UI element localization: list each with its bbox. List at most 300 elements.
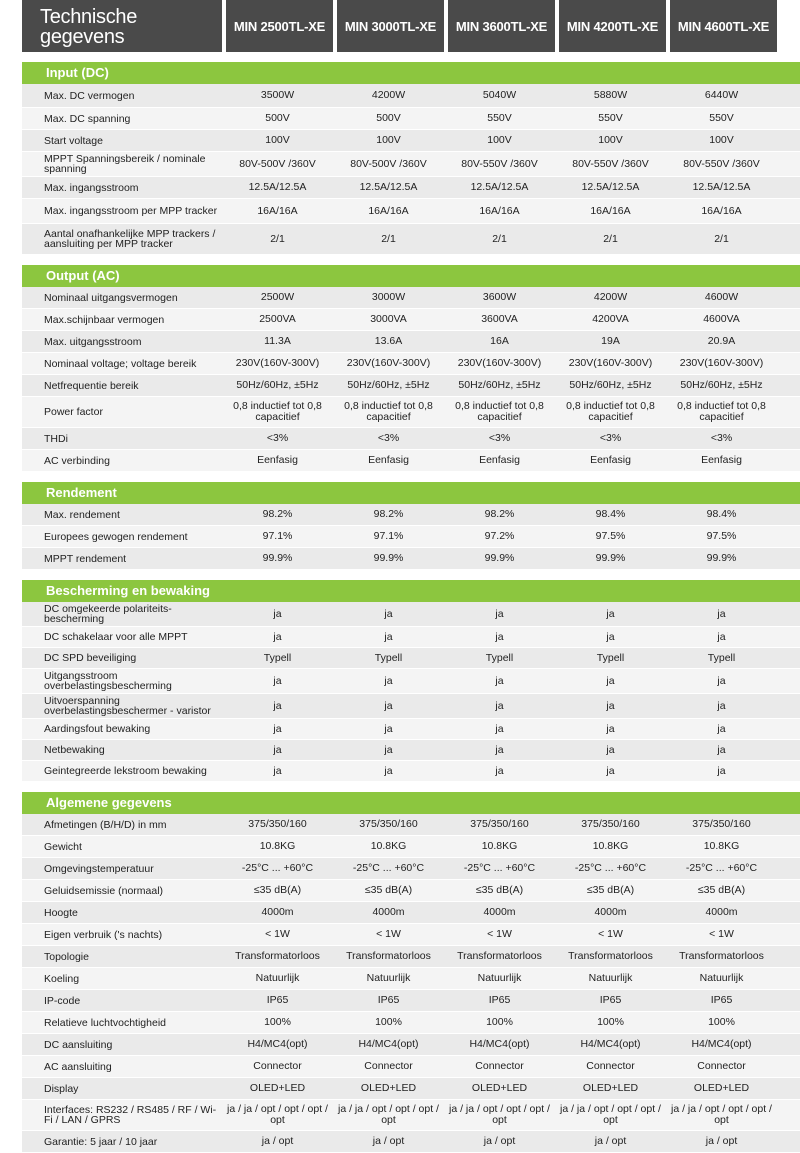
table-row [22,1034,800,1056]
value-cell: IP65 [266,995,289,1006]
value-cell: 3000VA [370,314,407,325]
value-cell: ja [606,723,615,735]
value-cell: ja [495,765,504,777]
table-row [22,1012,800,1034]
value-cell: 100V [598,135,623,146]
value-cell: 16A/16A [368,205,409,217]
value-cell: <3% [710,433,733,444]
title-line-1: Technische [40,6,138,28]
row-label: Eigen verbruik ('s nachts) [44,928,163,941]
spec-sections [22,62,800,1153]
value-cell: 4600VA [703,314,740,325]
value-cell: 2500VA [259,314,296,325]
value-cell: 3500W [260,90,295,101]
table-header [22,0,800,52]
value-cell: 12.5A/12.5A [692,182,751,193]
value-cell: 550V [487,113,512,124]
value-cell: ja [384,765,393,777]
row-label: Hoogte [44,906,78,919]
value-cell: 2/1 [603,233,618,245]
value-cell: 4000m [705,907,738,918]
value-cell: Connector [364,1061,413,1072]
value-cell: 4000m [372,907,405,918]
table-row [22,224,800,255]
value-cell: ≤35 dB(A) [253,885,302,896]
value-cell: OLED+LED [360,1083,417,1094]
section [22,792,800,1153]
value-cell: OLED+LED [582,1083,639,1094]
table-row [22,428,800,450]
value-cell: Eenfasig [479,455,520,466]
value-cell: 100V [487,135,512,146]
value-cell: 50Hz/60Hz, ±5Hz [236,380,319,391]
row-label: Netfrequentie bereik [44,379,139,392]
value-cell: 98.2% [484,509,515,520]
value-cell: ja / opt [261,1136,294,1147]
table-row [22,924,800,946]
table-row [22,130,800,152]
row-label: Nominaal voltage; voltage bereik [44,357,197,370]
value-cell: ja / ja / opt / opt / opt / opt [227,1104,328,1126]
value-cell: ja [384,700,393,712]
value-cell: 100V [709,135,734,146]
value-cell: Transformatorloos [679,951,764,962]
value-cell: 6440W [704,90,739,101]
row-label: Max.schijnbaar vermogen [44,313,165,326]
value-cell: ja [273,631,282,643]
value-cell: 10.8KG [481,841,518,852]
row-label: Power factor [44,406,103,418]
value-cell: ≤35 dB(A) [364,885,413,896]
value-cell: 99.9% [706,553,737,564]
table-row [22,694,800,719]
value-cell: 10.8KG [703,841,740,852]
value-cell: 12.5A/12.5A [359,182,418,193]
section [22,580,800,782]
value-cell: IP65 [488,995,511,1006]
value-cell: Typell [485,652,514,664]
value-cell: 375/350/160 [359,819,418,830]
value-cell: Natuurlijk [588,973,633,984]
value-cell: 13.6A [374,336,403,347]
value-cell: 230V(160V-300V) [346,358,431,369]
value-cell: 0,8 inductief tot 0,8 capacitief [344,401,433,423]
value-cell: ja [273,675,282,687]
table-row [22,397,800,428]
table-row [22,648,800,669]
table-row [22,990,800,1012]
value-cell: <3% [266,433,289,444]
value-cell: ja [717,723,726,735]
row-label: Interfaces: RS232 / RS485 / RF / Wi-Fi / LAN / GPRS [44,1104,217,1126]
table-row [22,669,800,694]
value-cell: 2500W [260,292,295,303]
value-cell: 100% [597,1017,624,1028]
value-cell: ja / opt [705,1136,738,1147]
table-row [22,836,800,858]
table-row [22,375,800,397]
table-row [22,108,800,130]
row-label: MPPT rendement [44,552,127,565]
spec-sheet [22,0,800,1153]
value-cell: 98.4% [706,509,737,520]
row-label: DC schakelaar voor alle MPPT [44,631,188,643]
row-label: DC omgekeerde polariteits-bescherming [44,603,172,625]
row-label: Uitgangsstroom overbelastingsbescherming [44,670,172,692]
value-cell: 97.1% [373,531,404,542]
value-cell: 80V-550V /360V [461,158,538,170]
value-cell: Typell [707,652,736,664]
value-cell: 50Hz/60Hz, ±5Hz [458,380,541,391]
table-row [22,1131,800,1153]
section-rows [22,602,800,782]
row-label: AC aansluiting [44,1060,112,1073]
value-cell: 80V-500V /360V [239,158,316,170]
section-rows [22,287,800,472]
value-cell: 80V-550V /360V [683,158,760,170]
value-cell: 0,8 inductief tot 0,8 capacitief [233,401,322,423]
section-title: Bescherming en bewaking [22,580,800,602]
table-row [22,902,800,924]
value-cell: Typell [374,652,403,664]
value-cell: ja / opt [372,1136,405,1147]
value-cell: 16A/16A [479,205,520,217]
model-header: MIN 2500TL-XE [226,0,333,52]
section [22,482,800,570]
value-cell: ja [606,700,615,712]
value-cell: ja [606,675,615,687]
table-row [22,331,800,353]
value-cell: ja [606,765,615,777]
row-label: Geintegreerde lekstroom bewaking [44,765,207,777]
value-cell: 4600W [704,292,739,303]
value-cell: Typell [596,652,625,664]
value-cell: 230V(160V-300V) [235,358,320,369]
value-cell: IP65 [377,995,400,1006]
table-row [22,152,800,177]
row-label: Max. ingangsstroom per MPP tracker [44,205,218,217]
value-cell: Natuurlijk [366,973,411,984]
value-cell: <3% [377,433,400,444]
value-cell: ja [495,631,504,643]
value-cell: ja / opt [483,1136,516,1147]
value-cell: ja [717,765,726,777]
value-cell: < 1W [598,929,623,940]
row-label: Afmetingen (B/H/D) in mm [44,818,167,831]
value-cell: 99.9% [373,553,404,564]
value-cell: 10.8KG [592,841,629,852]
value-cell: 99.9% [484,553,515,564]
table-row [22,719,800,740]
value-cell: 100V [376,135,401,146]
row-label: Europees gewogen rendement [44,530,188,543]
value-cell: 100% [375,1017,402,1028]
value-cell: 230V(160V-300V) [568,358,653,369]
value-cell: Eenfasig [257,455,298,466]
value-cell: 80V-550V /360V [572,158,649,170]
table-row [22,740,800,761]
value-cell: ja [273,700,282,712]
value-cell: ja [384,608,393,620]
value-cell: 375/350/160 [470,819,529,830]
value-cell: 4000m [594,907,627,918]
value-cell: OLED+LED [693,1083,750,1094]
value-cell: 50Hz/60Hz, ±5Hz [347,380,430,391]
value-cell: 12.5A/12.5A [470,182,529,193]
table-row [22,177,800,199]
value-cell: -25°C ... +60°C [463,863,536,874]
value-cell: 80V-500V /360V [350,158,427,170]
value-cell: OLED+LED [249,1083,306,1094]
value-cell: ja [273,765,282,777]
value-cell: OLED+LED [471,1083,528,1094]
model-header: MIN 3000TL-XE [337,0,444,52]
value-cell: Natuurlijk [477,973,522,984]
row-label: AC verbinding [44,454,110,467]
value-cell: 500V [376,113,401,124]
value-cell: Transformatorloos [346,951,431,962]
table-row [22,84,800,108]
value-cell: ja [717,744,726,756]
value-cell: 3600W [482,292,517,303]
value-cell: 4000m [483,907,516,918]
section-rows [22,84,800,255]
row-label: Max. ingangsstroom [44,181,139,194]
value-cell: ja / opt [594,1136,627,1147]
row-label: DC SPD beveiliging [44,652,137,664]
value-cell: 97.5% [706,531,737,542]
value-cell: 97.1% [262,531,293,542]
section-title: Rendement [22,482,800,504]
value-cell: 2/1 [492,233,507,245]
table-row [22,287,800,309]
row-label: Uitvoerspanning overbelastingsbeschermer - varistor [44,695,211,717]
row-label: MPPT Spanningsbereik / nominale spanning [44,153,206,175]
row-label: Start voltage [44,134,103,147]
section [22,62,800,255]
value-cell: 99.9% [595,553,626,564]
value-cell: 4200W [593,292,628,303]
value-cell: 0,8 inductief tot 0,8 capacitief [566,401,655,423]
value-cell: 50Hz/60Hz, ±5Hz [569,380,652,391]
row-label: Max. DC vermogen [44,89,135,102]
row-label: Max. DC spanning [44,112,131,125]
row-label: Nominaal uitgangsvermogen [44,291,178,304]
value-cell: ja [495,675,504,687]
value-cell: 12.5A/12.5A [248,182,307,193]
value-cell: 16A [490,336,509,347]
value-cell: Transformatorloos [568,951,653,962]
table-row [22,602,800,627]
table-row [22,946,800,968]
value-cell: ≤35 dB(A) [586,885,635,896]
value-cell: -25°C ... +60°C [574,863,647,874]
title-line-2: gegevens [40,26,125,48]
value-cell: Connector [253,1061,302,1072]
value-cell: IP65 [710,995,733,1006]
row-label: THDi [44,432,68,445]
section-rows [22,504,800,570]
value-cell: 100% [708,1017,735,1028]
value-cell: Connector [697,1061,746,1072]
table-row [22,504,800,526]
value-cell: -25°C ... +60°C [352,863,425,874]
value-cell: ja / ja / opt / opt / opt / opt [449,1104,550,1126]
table-row [22,548,800,570]
table-row [22,199,800,224]
value-cell: 0,8 inductief tot 0,8 capacitief [677,401,766,423]
row-label: Aardingsfout bewaking [44,723,151,735]
value-cell: 550V [598,113,623,124]
row-label: Max. uitgangsstroom [44,335,142,348]
value-cell: ja / ja / opt / opt / opt / opt [560,1104,661,1126]
value-cell: 100% [486,1017,513,1028]
row-label: Geluidsemissie (normaal) [44,884,164,897]
value-cell: 230V(160V-300V) [679,358,764,369]
section-rows [22,814,800,1153]
table-row [22,1078,800,1100]
table-row [22,880,800,902]
value-cell: <3% [488,433,511,444]
value-cell: ja [717,608,726,620]
model-header: MIN 3600TL-XE [448,0,555,52]
value-cell: 98.2% [373,509,404,520]
value-cell: 375/350/160 [248,819,307,830]
value-cell: 500V [265,113,290,124]
value-cell: Connector [475,1061,524,1072]
value-cell: 550V [709,113,734,124]
value-cell: H4/MC4(opt) [469,1039,530,1050]
value-cell: ja [606,608,615,620]
value-cell: ja [384,723,393,735]
value-cell: ja [495,723,504,735]
value-cell: H4/MC4(opt) [358,1039,419,1050]
section-title: Algemene gegevens [22,792,800,814]
value-cell: 0,8 inductief tot 0,8 capacitief [455,401,544,423]
table-row [22,814,800,836]
page-title [22,0,222,52]
row-label: IP-code [44,994,81,1007]
value-cell: 11.3A [264,336,291,347]
value-cell: 375/350/160 [692,819,751,830]
value-cell: < 1W [376,929,401,940]
value-cell: < 1W [709,929,734,940]
value-cell: 99.9% [262,553,293,564]
value-cell: 98.4% [595,509,626,520]
table-row [22,627,800,648]
row-label: Garantie: 5 jaar / 10 jaar [44,1135,158,1148]
value-cell: ja [384,631,393,643]
value-cell: ja / ja / opt / opt / opt / opt [338,1104,439,1126]
model-header: MIN 4600TL-XE [670,0,777,52]
value-cell: 5880W [593,90,628,101]
value-cell: 5040W [482,90,517,101]
value-cell: 4000m [261,907,294,918]
value-cell: Connector [586,1061,635,1072]
value-cell: IP65 [599,995,622,1006]
value-cell: ja [273,608,282,620]
value-cell: 4200VA [592,314,629,325]
value-cell: 10.8KG [370,841,407,852]
value-cell: Natuurlijk [699,973,744,984]
table-row [22,1056,800,1078]
table-row [22,526,800,548]
value-cell: Transformatorloos [457,951,542,962]
row-label: Topologie [44,950,89,963]
value-cell: 3000W [371,292,406,303]
value-cell: H4/MC4(opt) [691,1039,752,1050]
row-label: Relatieve luchtvochtigheid [44,1016,166,1029]
value-cell: -25°C ... +60°C [241,863,314,874]
value-cell: 97.5% [595,531,626,542]
value-cell: ja [717,700,726,712]
model-header: MIN 4200TL-XE [559,0,666,52]
row-label: Aantal onafhankelijke MPP trackers / aansluiting per MPP tracker [44,228,216,250]
value-cell: < 1W [487,929,512,940]
value-cell: 20.9A [707,336,736,347]
value-cell: ≤35 dB(A) [475,885,524,896]
table-row [22,309,800,331]
table-row [22,761,800,782]
row-label: Omgevingstemperatuur [44,862,154,875]
value-cell: ja [384,675,393,687]
value-cell: 16A/16A [701,205,742,217]
value-cell: 50Hz/60Hz, ±5Hz [680,380,763,391]
value-cell: -25°C ... +60°C [685,863,758,874]
value-cell: 375/350/160 [581,819,640,830]
value-cell: 2/1 [381,233,396,245]
section [22,265,800,472]
value-cell: 16A/16A [257,205,298,217]
value-cell: 16A/16A [590,205,631,217]
row-label: Display [44,1082,79,1095]
value-cell: 100V [265,135,290,146]
row-label: Koeling [44,972,80,985]
row-label: Max. rendement [44,508,120,521]
value-cell: H4/MC4(opt) [247,1039,308,1050]
value-cell: ja [717,675,726,687]
value-cell: Eenfasig [590,455,631,466]
value-cell: ja [495,744,504,756]
table-row [22,353,800,375]
value-cell: 98.2% [262,509,293,520]
value-cell: Eenfasig [368,455,409,466]
value-cell: Typell [263,652,292,664]
value-cell: ≤35 dB(A) [697,885,746,896]
row-label: Netbewaking [44,744,105,756]
row-label: DC aansluiting [44,1038,113,1051]
value-cell: 4200W [371,90,406,101]
value-cell: H4/MC4(opt) [580,1039,641,1050]
table-row [22,968,800,990]
value-cell: ja [717,631,726,643]
section-title: Input (DC) [22,62,800,84]
table-row [22,450,800,472]
value-cell: ja / ja / opt / opt / opt / opt [671,1104,772,1126]
value-cell: ja [495,608,504,620]
value-cell: 10.8KG [259,841,296,852]
value-cell: 100% [264,1017,291,1028]
value-cell: <3% [599,433,622,444]
value-cell: 230V(160V-300V) [457,358,542,369]
value-cell: ja [384,744,393,756]
value-cell: Eenfasig [701,455,742,466]
value-cell: Natuurlijk [255,973,300,984]
value-cell: 2/1 [270,233,285,245]
value-cell: ja [273,744,282,756]
value-cell: 3600VA [481,314,518,325]
table-row [22,858,800,880]
